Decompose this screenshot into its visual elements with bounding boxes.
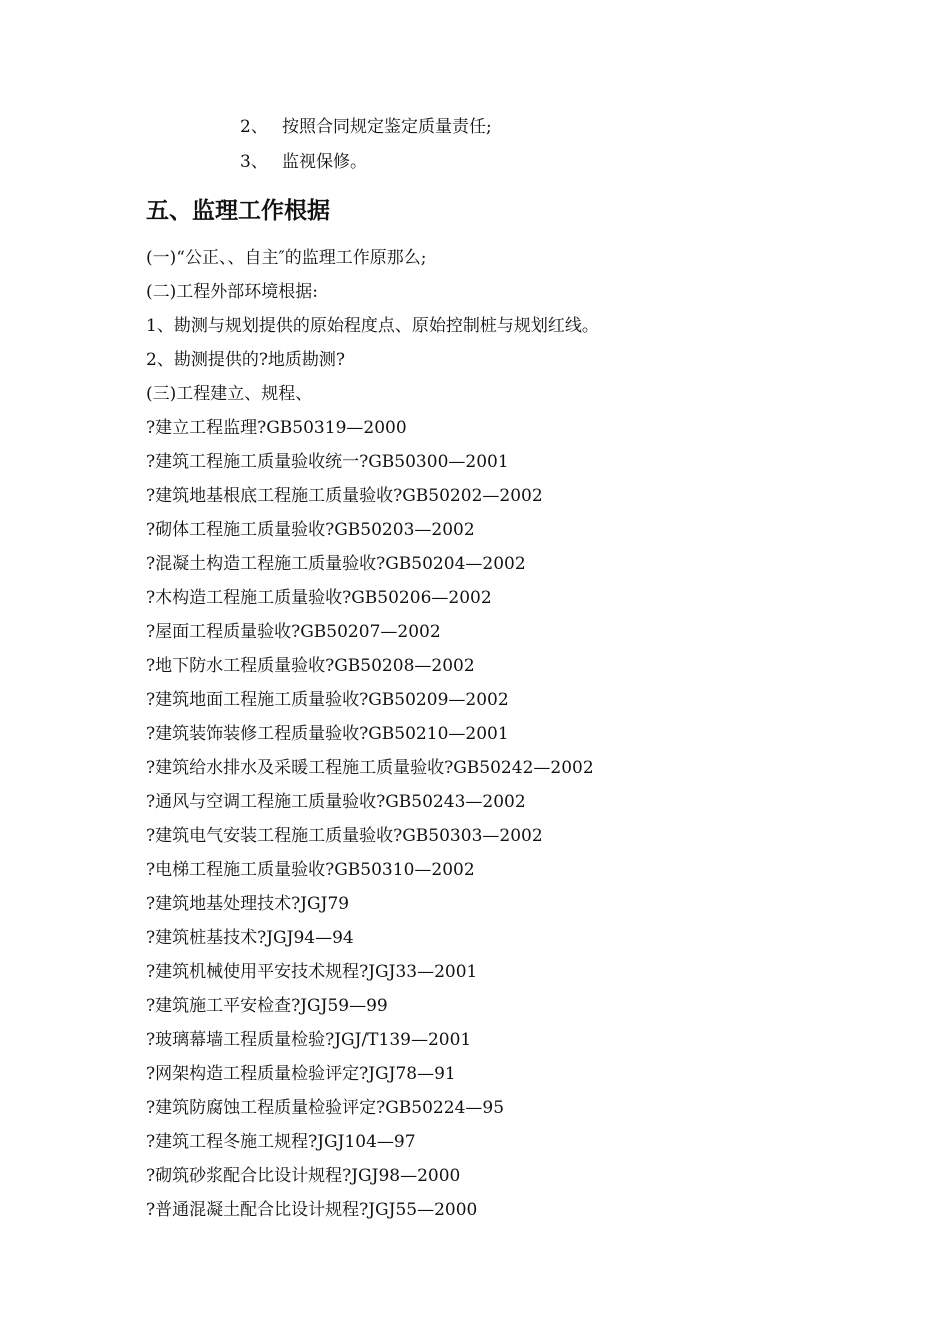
item-text: 按照合同规定鉴定质量责任; — [282, 117, 492, 137]
standard-line: ?建筑桩基技术?JGJ94—94 — [146, 928, 354, 948]
standard-line: ?建筑装饰装修工程质量验收?GB50210—2001 — [146, 724, 509, 744]
standard-line: ?建筑地基根底工程施工质量验收?GB50202—2002 — [146, 486, 543, 506]
standard-line: ?通风与空调工程施工质量验收?GB50243—2002 — [146, 792, 526, 812]
standard-line: ?建筑机械使用平安技术规程?JGJ33—2001 — [146, 962, 478, 982]
standard-line: ?建筑地面工程施工质量验收?GB50209—2002 — [146, 690, 509, 710]
body-text — [146, 247, 599, 1233]
standard-line: ?混凝土构造工程施工质量验收?GB50204—2002 — [146, 554, 526, 574]
standard-line: ?建筑电气安装工程施工质量验收?GB50303—2002 — [146, 826, 543, 846]
standard-line: ?建筑工程施工质量验收统一?GB50300—2001 — [146, 452, 509, 472]
standard-line: ?屋面工程质量验收?GB50207—2002 — [146, 622, 441, 642]
standard-line: ?地下防水工程质量验收?GB50208—2002 — [146, 656, 475, 676]
standard-line: ?玻璃幕墙工程质量检验?JGJ/T139—2001 — [146, 1030, 472, 1050]
item-number: 3、 — [240, 152, 268, 172]
standard-line: ?砌筑砂浆配合比设计规程?JGJ98—2000 — [146, 1166, 461, 1186]
paragraph-line: (二)工程外部环境根据: — [146, 282, 318, 302]
standard-line: ?建筑给水排水及采暖工程施工质量验收?GB50242—2002 — [146, 758, 594, 778]
paragraph-line: 1、勘测与规划提供的原始程度点、原始控制桩与规划红线。 — [146, 316, 599, 336]
standard-line: ?电梯工程施工质量验收?GB50310—2002 — [146, 860, 475, 880]
numbered-item-3 — [240, 151, 367, 173]
item-text: 监视保修。 — [282, 152, 367, 172]
paragraph-line: 2、勘测提供的?地质勘测? — [146, 350, 346, 370]
item-number: 2、 — [240, 117, 268, 137]
standard-line: ?建筑防腐蚀工程质量检验评定?GB50224—95 — [146, 1098, 505, 1118]
paragraph-line: (三)工程建立、规程、 — [146, 384, 313, 404]
numbered-item-2 — [240, 116, 492, 138]
standard-line: ?建筑地基处理技术?JGJ79 — [146, 894, 350, 914]
standard-line: ?木构造工程施工质量验收?GB50206—2002 — [146, 588, 492, 608]
standard-line: ?建筑工程冬施工规程?JGJ104—97 — [146, 1132, 416, 1152]
section-heading: 五、监理工作根据 — [146, 198, 330, 224]
paragraph-line: (一)“公正、、自主″的监理工作原那么; — [146, 248, 427, 268]
standard-line: ?普通混凝土配合比设计规程?JGJ55—2000 — [146, 1200, 478, 1220]
standard-line: ?网架构造工程质量检验评定?JGJ78—91 — [146, 1064, 456, 1084]
standard-line: ?砌体工程施工质量验收?GB50203—2002 — [146, 520, 475, 540]
standard-line: ?建筑施工平安检查?JGJ59—99 — [146, 996, 388, 1016]
standard-line: ?建立工程监理?GB50319—2000 — [146, 418, 407, 438]
